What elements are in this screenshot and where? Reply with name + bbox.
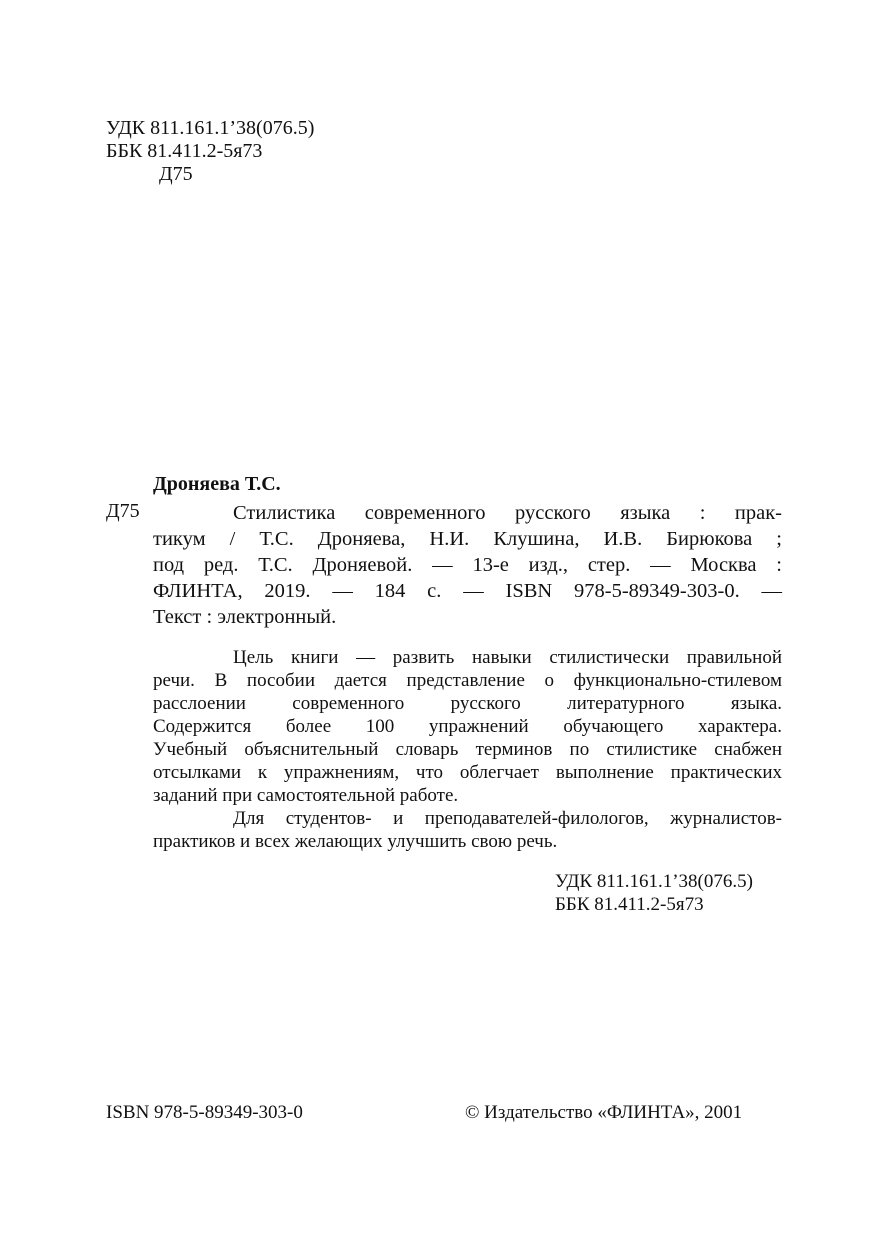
annotation-line: Содержится более 100 упражнений обучающего характера. xyxy=(153,716,782,737)
bibliographic-description xyxy=(153,500,782,630)
biblio-line: Стилистика современного русского языка : прак- xyxy=(233,502,782,524)
annotation-line: Учебный объяснительный словарь терминов по стилистике снабжен xyxy=(153,739,782,760)
biblio-line: Текст : электронный. xyxy=(153,606,337,628)
footer-bbk-code: ББК 81.411.2-5я73 xyxy=(555,894,704,915)
annotation-text xyxy=(153,646,782,853)
header-udk-code: УДК 811.161.1’38(076.5) xyxy=(106,117,315,139)
biblio-line: ФЛИНТА, 2019. — 184 с. — ISBN 978-5-89349-303-0. — xyxy=(153,580,782,602)
footer-udk-code: УДК 811.161.1’38(076.5) xyxy=(555,871,753,892)
annotation-line: Для студентов- и преподавателей-филологов, журналистов- xyxy=(233,808,782,829)
annotation-line: речи. В пособии дается представление о функционально-стилевом xyxy=(153,670,782,691)
annotation-line: Цель книги — развить навыки стилистически правильной xyxy=(233,647,782,668)
author-sign-side: Д75 xyxy=(106,500,140,522)
annotation-line: отсылками к упражнениям, что облегчает выполнение практических xyxy=(153,762,782,783)
annotation-line: практиков и всех желающих улучшить свою речь. xyxy=(153,831,558,852)
biblio-line: тикум / Т.С. Дроняева, Н.И. Клушина, И.В. Бирюкова ; xyxy=(153,528,782,550)
footer-classification-codes xyxy=(555,870,753,916)
footer-isbn: ISBN 978-5-89349-303-0 xyxy=(106,1102,303,1123)
header-classification-codes xyxy=(106,117,314,186)
author-heading: Дроняева Т.С. xyxy=(153,473,281,495)
footer-copyright: © Издательство «ФЛИНТА», 2001 xyxy=(465,1102,743,1123)
biblio-line: под ред. Т.С. Дроняевой. — 13-е изд., стер. — Москва : xyxy=(153,554,782,576)
header-author-sign: Д75 xyxy=(159,163,193,185)
annotation-line: заданий при самостоятельной работе. xyxy=(153,785,459,806)
header-bbk-code: ББК 81.411.2-5я73 xyxy=(106,140,263,162)
annotation-line: расслоении современного русского литературного языка. xyxy=(153,693,782,714)
